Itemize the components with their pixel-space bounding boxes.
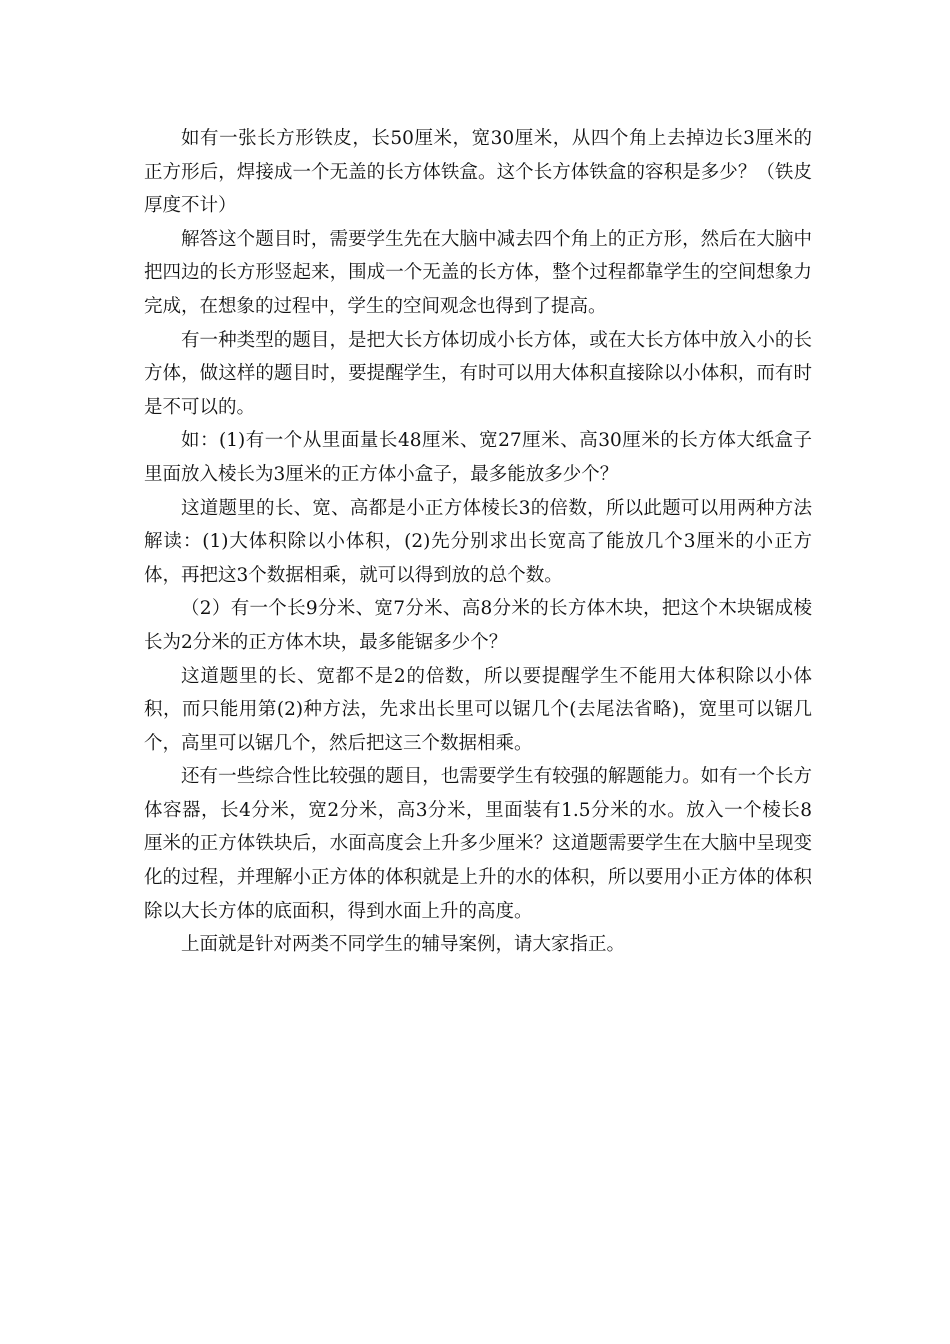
paragraph-1: 如有一张长方形铁皮，长50厘米，宽30厘米，从四个角上去掉边长3厘米的正方形后，焊接成一个无盖的长方体铁盒。这个长方体铁盒的容积是多少？（铁皮厚度不计） <box>144 128 812 217</box>
paragraph-5: 这道题里的长、宽、高都是小正方体棱长3的倍数，所以此题可以用两种方法解读：(1)大体积除以小体积，(2)先分别求出长宽高了能放几个3厘米的小正方体，再把这3个数据相乘，就可以得到放的总个数。 <box>144 497 812 586</box>
paragraph-6: （2）有一个长9分米、宽7分米、高8分米的长方体木块，把这个木块锯成棱长为2分米的正方体木块，最多能锯多少个？ <box>144 598 812 653</box>
paragraph-3: 有一种类型的题目，是把大长方体切成小长方体，或在大长方体中放入小的长方体，做这样的题目时，要提醒学生，有时可以用大体积直接除以小体积，而有时是不可以的。 <box>144 329 812 418</box>
paragraph-2: 解答这个题目时，需要学生先在大脑中减去四个角上的正方形，然后在大脑中把四边的长方形竖起来，围成一个无盖的长方体，整个过程都靠学生的空间想象力完成，在想象的过程中，学生的空间观念也得到了提高。 <box>144 228 812 317</box>
paragraph-7: 这道题里的长、宽都不是2的倍数，所以要提醒学生不能用大体积除以小体积，而只能用第(2)种方法，先求出长里可以锯几个(去尾法省略)，宽里可以锯几个，高里可以锯几个，然后把这三个数据相乘。 <box>144 665 812 754</box>
paragraph-4: 如：(1)有一个从里面量长48厘米、宽27厘米、高30厘米的长方体大纸盒子里面放入棱长为3厘米的正方体小盒子，最多能放多少个？ <box>144 430 812 485</box>
paragraph-8: 还有一些综合性比较强的题目，也需要学生有较强的解题能力。如有一个长方体容器，长4分米，宽2分米，高3分米，里面装有1.5分米的水。放入一个棱长8厘米的正方体铁块后，水面高度会上升多少厘米？这道题需要学生在大脑中呈现变化的过程，并理解小正方体的体积就是上升的水的体积，所以要用小正方体的体积除以大长方体的底面积，得到水面上升的高度。 <box>144 766 812 922</box>
document-body <box>144 122 812 962</box>
paragraph-9: 上面就是针对两类不同学生的辅导案例，请大家指正。 <box>181 934 626 956</box>
